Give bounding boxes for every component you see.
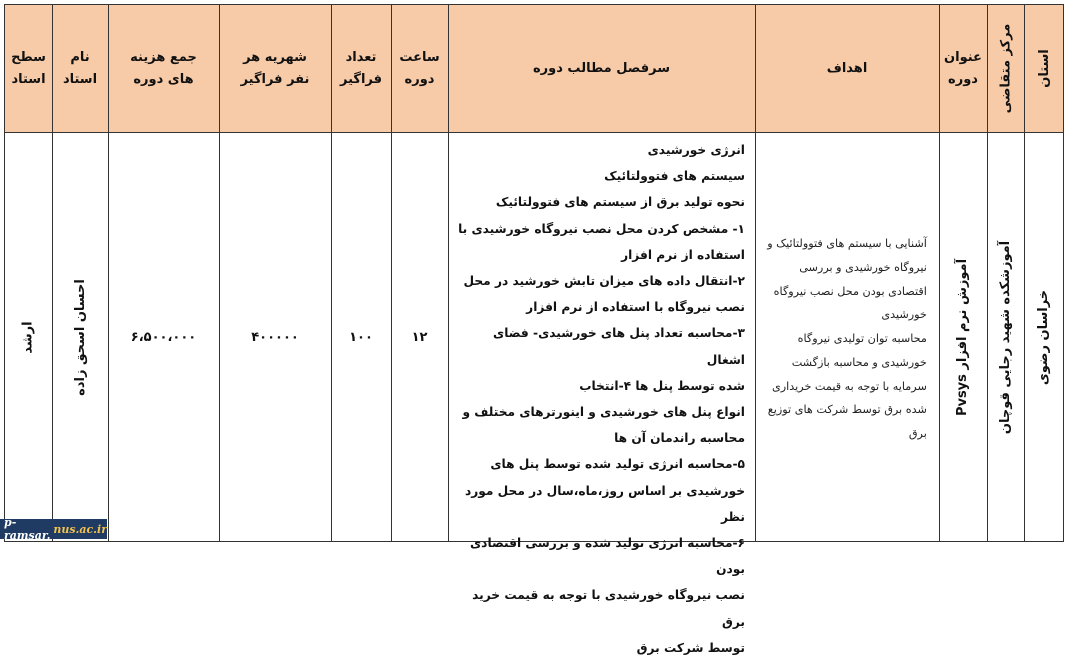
header-instructor-name: نام استاد (62, 49, 98, 87)
header-province (1024, 5, 1064, 132)
header-goals: اهداف (826, 60, 868, 76)
watermark-right: nus.ac.ir (53, 522, 107, 536)
cell-syllabus: انرژی خورشیدی سیستم های فتوولتائیک نحوه تولید برق از سیستم های فتوولتائیک ۱- مشخص کردن محل نصب نیروگاه خورشیدی با استفاده از نرم افزار ۲-انتقال داده های میزان تابش خورشید در محل نصب نیروگاه با استفاده از نرم افزار ۳-محاسبه تعداد پنل های خورشیدی- فضای اشغال شده توسط پنل ها ۴-انتخاب انواع پنل های خورشیدی و اینورترهای مختلف و محاسبه راندمان آن ها ۵-محاسبه انرژی تولید شده توسط پنل های خورشیدی بر اساس روز،ماه،سال در محل مورد نظر ۶-محاسبه انرژی تولید شده و بررسی اقتصادی بودن نصب نیروگاه خورشیدی با توجه به قیمت خرید برق توسط شرکت برق (458, 143, 745, 655)
cell-participants: ۱۰۰ (349, 329, 373, 345)
cell-goals: آشنایی با سیستم های فتوولتائیک و نیروگاه خورشیدی و بررسی اقتصادی بودن محل نصب نیروگاه خورشیدی محاسبه توان تولیدی نیروگاه خورشیدی و محاسبه بازگشت سرمایه با توجه به قیمت خریداری شده برق توسط شرکت های توزیع برق (767, 236, 927, 441)
course-table (4, 4, 1064, 655)
header-instructor-level: سطح استاد (11, 49, 46, 87)
header-tuition: شهریه هر نفر فراگیر (240, 49, 310, 87)
watermark-left: p-ramsar. (4, 516, 51, 542)
cell-total-cost: ۶،۵۰۰،۰۰۰ (130, 329, 197, 345)
watermark (0, 516, 107, 542)
instructor-name-value: احسان اسحق زاده (72, 278, 88, 396)
cell-center (987, 133, 1024, 541)
header-course-hours: ساعت دوره (399, 49, 440, 87)
header-course-title: عنوان دوره (944, 49, 982, 87)
instructor-level-value: ارشد (21, 320, 37, 354)
cell-province (1024, 133, 1064, 541)
cell-instructor-name (52, 133, 108, 541)
center-value: آموزشکده شهید رجایی قوچان (998, 240, 1013, 434)
header-syllabus: سرفصل مطالب دوره (533, 60, 670, 76)
header-province-label: استان (1036, 49, 1052, 88)
province-value: خراسان رضوی (1036, 289, 1052, 385)
cell-tuition: ۴۰۰۰۰۰ (251, 329, 299, 345)
cell-course-title (939, 133, 987, 541)
header-applicant-center (987, 5, 1024, 132)
course-title-value: آموزش نرم افزار Pvsys (955, 258, 971, 416)
cell-hours: ۱۲ (411, 329, 428, 345)
header-total-cost: جمع هزینه های دوره (130, 49, 197, 87)
header-participants: تعداد فراگیر (339, 49, 382, 87)
cell-instructor-level (5, 133, 52, 541)
header-applicant-center-label: مرکز متقاضی (998, 23, 1013, 114)
